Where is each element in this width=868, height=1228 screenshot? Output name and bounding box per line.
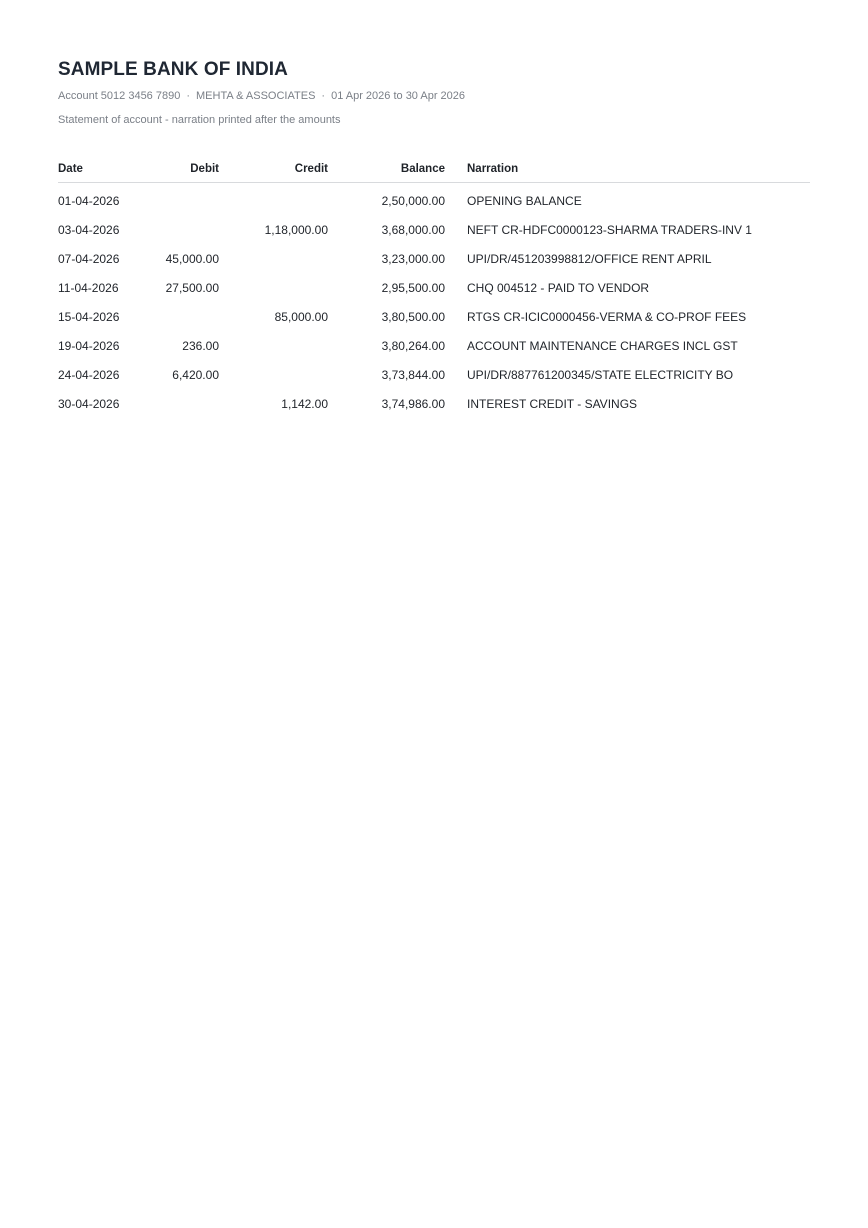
cell-balance: 2,50,000.00	[381, 193, 445, 208]
cell-date: 03-04-2026	[58, 222, 120, 237]
account-number: Account 5012 3456 7890	[58, 90, 181, 102]
cell-date: 15-04-2026	[58, 309, 120, 324]
table-header-row	[58, 162, 810, 183]
cell-debit: 45,000.00	[165, 251, 219, 266]
column-header-date: Date	[58, 162, 144, 183]
cell-balance: 3,80,500.00	[381, 309, 445, 324]
cell-debit	[144, 302, 219, 331]
cell-date: 01-04-2026	[58, 193, 120, 208]
table-row	[58, 302, 810, 331]
cell-balance: 3,68,000.00	[381, 222, 445, 237]
cell-narration: INTEREST CREDIT - SAVINGS	[467, 396, 638, 411]
table-row	[58, 244, 810, 273]
table-row	[58, 183, 810, 216]
column-header-debit: Debit	[144, 162, 219, 183]
cell-narration: UPI/DR/887761200345/STATE ELECTRICITY BO	[467, 367, 734, 382]
column-header-credit: Credit	[219, 162, 328, 183]
table-row	[58, 331, 810, 360]
cell-narration: ACCOUNT MAINTENANCE CHARGES INCL GST	[467, 338, 738, 353]
cell-credit	[219, 331, 328, 360]
statement-note: Statement of account - narration printed after the amounts	[58, 114, 341, 126]
statement-page	[58, 58, 810, 418]
column-header-balance: Balance	[328, 162, 445, 183]
cell-narration: NEFT CR-HDFC0000123-SHARMA TRADERS-INV 1	[467, 222, 752, 237]
table-row	[58, 389, 810, 418]
cell-date: 30-04-2026	[58, 396, 120, 411]
cell-balance: 3,80,264.00	[381, 338, 445, 353]
meta-separator: ·	[321, 90, 326, 102]
cell-balance: 2,95,500.00	[381, 280, 445, 295]
table-row	[58, 215, 810, 244]
account-holder: MEHTA & ASSOCIATES	[196, 90, 316, 102]
cell-debit	[144, 183, 219, 216]
account-meta	[58, 89, 810, 103]
table-row	[58, 360, 810, 389]
cell-credit	[219, 360, 328, 389]
cell-debit: 6,420.00	[172, 367, 219, 382]
cell-date: 19-04-2026	[58, 338, 120, 353]
column-header-narration: Narration	[445, 162, 810, 183]
table-row	[58, 273, 810, 302]
cell-credit	[219, 273, 328, 302]
cell-debit: 236.00	[182, 338, 219, 353]
cell-debit	[144, 215, 219, 244]
cell-date: 07-04-2026	[58, 251, 120, 266]
cell-balance: 3,23,000.00	[381, 251, 445, 266]
cell-debit	[144, 389, 219, 418]
bank-name: SAMPLE BANK OF INDIA	[58, 59, 288, 80]
cell-balance: 3,73,844.00	[381, 367, 445, 382]
cell-narration: UPI/DR/451203998812/OFFICE RENT APRIL	[467, 251, 712, 266]
cell-narration: OPENING BALANCE	[467, 193, 582, 208]
cell-debit: 27,500.00	[165, 280, 219, 295]
cell-narration: CHQ 004512 - PAID TO VENDOR	[467, 280, 650, 295]
cell-credit	[219, 183, 328, 216]
cell-credit: 85,000.00	[274, 309, 328, 324]
cell-balance: 3,74,986.00	[381, 396, 445, 411]
meta-separator: ·	[186, 90, 190, 102]
cell-date: 11-04-2026	[58, 280, 119, 295]
cell-date: 24-04-2026	[58, 367, 120, 382]
cell-narration: RTGS CR-ICIC0000456-VERMA & CO-PROF FEES	[467, 309, 747, 324]
transactions-table	[58, 162, 810, 418]
cell-credit: 1,18,000.00	[264, 222, 328, 237]
statement-period: 01 Apr 2026 to 30 Apr 2026	[331, 90, 466, 102]
cell-credit: 1,142.00	[281, 396, 328, 411]
cell-credit	[219, 244, 328, 273]
